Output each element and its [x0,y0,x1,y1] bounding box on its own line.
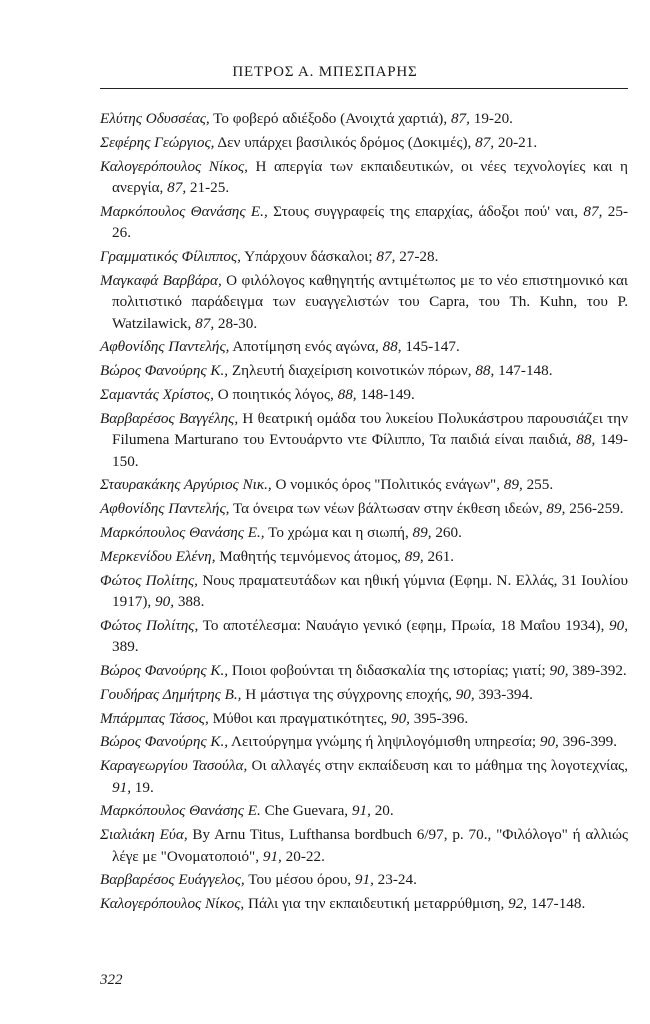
entry-vol: 91, [262,847,282,865]
entry-vol: 89, [503,476,523,494]
entry-pages: 21-25. [186,179,230,196]
bibliography-entry [100,522,628,543]
entry-pages: 145-147. [401,338,460,356]
bibliography-entry [100,246,628,267]
entry-pages: 19. [130,778,154,796]
entry-title: Τα όνειρα των νέων βάλτωσαν στην έκθεση ιδεών, [229,500,547,518]
bibliography-entry [100,384,628,405]
entry-pages: 147-148. [527,895,586,913]
bibliography-entry [100,731,628,752]
entry-pages: 395-396. [409,709,469,727]
bibliography-entry [100,708,628,729]
entry-vol: 90, [155,593,175,610]
entry-vol: 88, [382,338,402,356]
entry-author: Φώτος Πολίτης, [100,571,198,589]
entry-author: Μαρκόπουλος Θανάσης Ε., [100,202,268,220]
entry-vol: 92, [508,895,528,913]
entry-author: Βαρβαρέσος Βαγγέλης, [100,409,239,427]
entry-title: Η μάστιγα της σύγχρονης εποχής, [241,685,456,703]
entry-pages: 25-26. [112,202,629,242]
entry-title: Οι αλλαγές στην εκπαίδευση και το μάθημα της λογοτεχνίας, [247,757,628,775]
bibliography-entry [100,336,628,357]
entry-title: Η απεργία των εκπαιδευτικών, οι νέες τεχνολογίες και η ανεργία, [112,157,629,196]
bibliography-entry [100,755,628,798]
entry-pages: 149-150. [112,431,628,470]
entry-author: Ελύτης Οδυσσέας, [100,110,210,127]
entry-author: Βαρβαρέσος Ευάγγελος, [100,871,245,889]
entry-vol: 87, [583,202,603,220]
bibliography-entry [100,474,628,495]
entry-title: Το αποτέλεσμα: Ναυάγιο γενικό (εφημ, Πρωία, 18 Μαΐου 1934), [198,616,610,634]
entry-vol: 87, [167,179,187,196]
entry-title: Ποιοι φοβούνται τη διδασκαλία της ιστορίας; γιατί; [228,662,550,679]
bibliography-entry [100,615,628,658]
entry-author: Καλογερόπουλος Νίκος, [100,895,245,913]
entry-vol: 91, [351,802,371,820]
entry-vol: 91, [354,871,374,889]
entry-pages: 261. [423,547,455,565]
entry-vol: 89, [404,547,424,565]
bibliography-entry [100,684,628,705]
entry-vol: 90, [390,709,410,727]
entry-title: Ο φιλόλογος καθηγητής αντιμέτωπος με το νέο επιστημονικό και πολιτιστικό παράδειγμα των ευαγγελιστών του Capra, του Th. Kuhn, του P. Watzilawick, [112,271,628,332]
bibliography-entry [100,869,628,890]
entry-vol: 88, [576,431,596,449]
entry-vol: 88, [337,386,357,403]
entry-pages: 255. [522,476,554,494]
entry-title: Ζηλευτή διαχείριση κοινοτικών πόρων, [228,362,476,380]
bibliography-entry [100,270,628,334]
entry-pages: 27-28. [395,248,439,265]
entry-vol: 87, [195,314,215,332]
entry-vol: 90, [455,685,475,703]
entry-pages: 389-392. [568,662,627,679]
entry-vol: 87, [376,248,396,265]
entry-author: Μαρκόπουλος Θανάσης Ε. [100,802,261,820]
entry-title: Μύθοι και πραγματικότητες, [208,709,391,727]
entry-pages: 396-399. [558,733,618,751]
entry-author: Γραμματικός Φίλιππος, [100,248,241,265]
entry-pages: 23-24. [373,871,417,889]
bibliography-entry [100,108,628,129]
entry-pages: 388. [174,593,205,610]
bibliography-entry [100,570,628,613]
entry-vol: 90, [609,616,628,634]
bibliography-entry [100,498,628,519]
entry-author: Βώρος Φανούρης Κ., [100,362,229,380]
bibliography-entry [100,408,628,472]
entry-author: Φώτος Πολίτης, [100,616,199,634]
entry-title: Μαθητής τεμνόμενος άτομος, [215,547,405,565]
entry-author: Σεφέρης Γεώργιος, [100,133,215,151]
entry-title: Αποτίμηση ενός αγώνα, [229,338,383,356]
bibliography-entry [100,893,628,914]
bibliography-entry [100,800,628,821]
entry-title: Το χρώμα και η σιωπή, [264,524,413,541]
entry-pages: 19-20. [469,110,513,127]
entry-title: Πάλι για την εκπαιδευτική μεταρρύθμιση, [244,895,509,913]
entry-author: Αφθονίδης Παντελής, [100,500,230,518]
entry-author: Σιαλιάκη Εύα, [100,826,188,844]
entry-title: Ο νομικός όρος "Πολιτικός ενάγων", [271,476,504,494]
entry-title: By Arnu Titus, Lufthansa bordbuch 6/97, p. 70., "Φιλόλογο" ή αλλιώς λέγε με "Ονοματοποιό", [112,826,629,865]
entry-title: Ο ποιητικός λόγος, [213,386,338,403]
entry-vol: 87, [450,110,470,127]
entry-title: Του μέσου όρου, [244,871,355,889]
entry-author: Γουδήρας Δημήτρης Β., [100,685,242,703]
entry-author: Σαμαντάς Χρίστος, [100,386,214,403]
entry-title: Che Guevara, [260,802,352,820]
page-number: 322 [100,972,123,988]
entry-author: Βώρος Φανούρης Κ., [100,733,229,751]
entry-pages: 20-22. [281,847,325,865]
entry-pages: 389. [112,638,139,656]
entry-author: Μαγκαφά Βαρβάρα, [100,271,222,289]
entry-pages: 20. [370,802,394,820]
entry-title: Η θεατρική ομάδα του λυκείου Πολυκάστρου παρουσιάζει την Filumena Marturano του Εντουάρντο ντε Φίλιππο, Τα παιδιά είναι παιδιά, [112,409,628,449]
entry-pages: 260. [431,524,462,541]
bibliography-list [100,108,628,915]
entry-author: Αφθονίδης Παντελής, [100,338,230,356]
entry-title: Το φοβερό αδιέξοδο (Ανοιχτά χαρτιά), [209,110,451,127]
entry-author: Μαρκόπουλος Θανάσης Ε., [100,524,265,541]
bibliography-entry [100,132,628,153]
bibliography-entry [100,156,628,199]
entry-title: Υπάρχουν δάσκαλοι; [240,248,377,265]
bibliography-entry [100,546,628,567]
entry-author: Σταυρακάκης Αργύριος Νικ., [100,476,272,494]
entry-author: Μπάρμπας Τάσος, [100,709,209,727]
entry-title: Δεν υπάρχει βασιλικός δρόμος (Δοκιμές), [214,133,476,151]
entry-vol: 89, [412,524,432,541]
entry-vol: 87, [475,133,495,151]
bibliography-entry [100,360,628,381]
entry-author: Καραγεωργίου Τασούλα, [100,757,248,775]
entry-vol: 91, [112,778,131,796]
entry-pages: 256-259. [565,500,624,518]
entry-pages: 28-30. [214,314,258,332]
bibliography-entry [100,201,628,244]
entry-pages: 147-148. [494,362,553,380]
entry-pages: 20-21. [494,133,538,151]
entry-pages: 148-149. [356,386,415,403]
entry-title: Νους πραματευτάδων και ηθική γύμνια (Εφημ. Ν. Ελλάς, 31 Ιουλίου 1917), [112,571,629,610]
entry-author: Καλογερόπουλος Νίκος, [100,157,248,175]
entry-vol: 90, [549,662,569,679]
header-rule [100,88,628,89]
entry-title: Στους συγγραφείς της επαρχίας, άδοξοι πού' ναι, [267,202,584,220]
bibliography-entry [100,824,628,867]
entry-author: Βώρος Φανούρης Κ., [100,662,229,679]
entry-title: Λειτούργημα γνώμης ή ληψιλογόμισθη υπηρεσία; [228,733,540,751]
entry-vol: 88, [475,362,495,380]
bibliography-entry [100,660,628,681]
entry-pages: 393-394. [474,685,533,703]
entry-vol: 89, [546,500,566,518]
entry-author: Μερκενίδου Ελένη, [100,547,216,565]
entry-vol: 90, [539,733,559,751]
running-header: ΠΕΤΡΟΣ Α. ΜΠΕΣΠΑΡΗΣ [232,64,418,80]
